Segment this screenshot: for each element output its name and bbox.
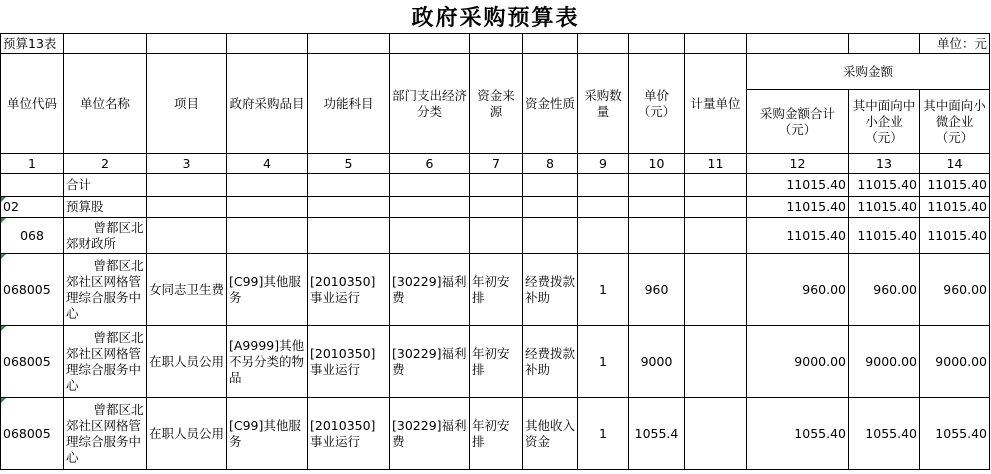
table-no: 预算13表 [1,34,64,54]
item-gov-item: [C99]其他服务 [227,398,308,470]
item-unit-name: 曾都区北郊社区网格管理综合服务中心 [64,254,147,326]
item-amount-sme: 960.00 [849,254,920,326]
page-title: 政府采购预算表 [411,6,580,31]
col-index: 4 [227,154,308,174]
col-index: 13 [849,154,920,174]
table-row [1,254,990,326]
header-amount-micro: 其中面向小微企业（元） [920,90,990,154]
procurement-table [0,33,990,470]
unit-total: 11015.40 [747,218,849,254]
unit-row [1,218,990,254]
dept-total: 11015.40 [747,197,849,218]
item-func-subject: [2010350]事业运行 [308,254,390,326]
item-unit-name: 曾都区北郊社区网格管理综合服务中心 [64,398,147,470]
item-project: 在职人员公用 [147,326,227,398]
item-quantity: 1 [578,326,629,398]
dept-row [1,197,990,218]
unit-label: 单位：元 [920,34,990,54]
total-sme: 11015.40 [849,174,920,197]
item-fund-source: 年初安排 [470,254,523,326]
item-amount-sme: 1055.40 [849,398,920,470]
table-row [1,326,990,398]
col-index: 11 [685,154,747,174]
item-project: 在职人员公用 [147,398,227,470]
item-quantity: 1 [578,398,629,470]
item-code: 068005 [1,326,64,398]
header-amount-sme: 其中面向中小企业（元） [849,90,920,154]
header-fund-nature: 资金性质 [523,54,578,154]
item-fund-nature: 经费拨款补助 [523,254,578,326]
total-label: 合计 [64,174,147,197]
item-unit-price: 1055.4 [629,398,685,470]
meta-row [1,34,990,54]
header-row-1 [1,54,990,90]
header-unit-name: 单位名称 [64,54,147,154]
item-amount-sme: 9000.00 [849,326,920,398]
dept-micro: 11015.40 [920,197,990,218]
index-row [1,154,990,174]
col-index: 10 [629,154,685,174]
dept-name: 预算股 [64,197,147,218]
item-fund-source: 年初安排 [470,398,523,470]
table-row [1,398,990,470]
item-amount-micro: 9000.00 [920,326,990,398]
col-index: 2 [64,154,147,174]
item-quantity: 1 [578,254,629,326]
item-amount-micro: 1055.40 [920,398,990,470]
item-fund-source: 年初安排 [470,326,523,398]
header-gov-item: 政府采购品目 [227,54,308,154]
item-gov-item: [A9999]其他不另分类的物品 [227,326,308,398]
item-measure-unit [685,326,747,398]
total-amount: 11015.40 [747,174,849,197]
item-unit-price: 960 [629,254,685,326]
comment-marker-icon [1,197,6,202]
item-measure-unit [685,398,747,470]
header-project: 项目 [147,54,227,154]
header-measure-unit: 计量单位 [685,54,747,154]
item-amount-total: 9000.00 [747,326,849,398]
col-index: 8 [523,154,578,174]
item-measure-unit [685,254,747,326]
unit-micro: 11015.40 [920,218,990,254]
item-amount-micro: 960.00 [920,254,990,326]
item-econ-class: [30229]福利费 [390,398,470,470]
item-func-subject: [2010350]事业运行 [308,326,390,398]
item-project: 女同志卫生费 [147,254,227,326]
dept-code: 02 [1,197,64,218]
item-gov-item: [C99]其他服务 [227,254,308,326]
item-code: 068005 [1,398,64,470]
col-index: 14 [920,154,990,174]
total-row [1,174,990,197]
item-amount-total: 960.00 [747,254,849,326]
item-amount-total: 1055.40 [747,398,849,470]
header-unit-code: 单位代码 [1,54,64,154]
total-micro: 11015.40 [920,174,990,197]
col-index: 1 [1,154,64,174]
item-econ-class: [30229]福利费 [390,254,470,326]
item-fund-nature: 其他收入资金 [523,398,578,470]
col-index: 5 [308,154,390,174]
unit-sme: 11015.40 [849,218,920,254]
header-quantity: 采购数量 [578,54,629,154]
comment-marker-icon [1,326,6,331]
header-amount-total: 采购金额合计（元） [747,90,849,154]
header-fund-source: 资金来源 [470,54,523,154]
comment-marker-icon [1,218,6,223]
unit-code: 068 [1,218,64,254]
comment-marker-icon [1,254,6,259]
col-index: 6 [390,154,470,174]
comment-marker-icon [1,398,6,403]
item-econ-class: [30229]福利费 [390,326,470,398]
item-fund-nature: 经费拨款补助 [523,326,578,398]
header-econ-class: 部门支出经济分类 [390,54,470,154]
header-amount-group: 采购金额 [747,54,990,90]
unit-name: 曾都区北郊财政所 [64,218,147,254]
item-unit-name: 曾都区北郊社区网格管理综合服务中心 [64,326,147,398]
header-unit-price: 单价（元） [629,54,685,154]
col-index: 7 [470,154,523,174]
header-func-subject: 功能科目 [308,54,390,154]
item-code: 068005 [1,254,64,326]
col-index: 3 [147,154,227,174]
item-unit-price: 9000 [629,326,685,398]
col-index: 9 [578,154,629,174]
dept-sme: 11015.40 [849,197,920,218]
col-index: 12 [747,154,849,174]
item-func-subject: [2010350]事业运行 [308,398,390,470]
